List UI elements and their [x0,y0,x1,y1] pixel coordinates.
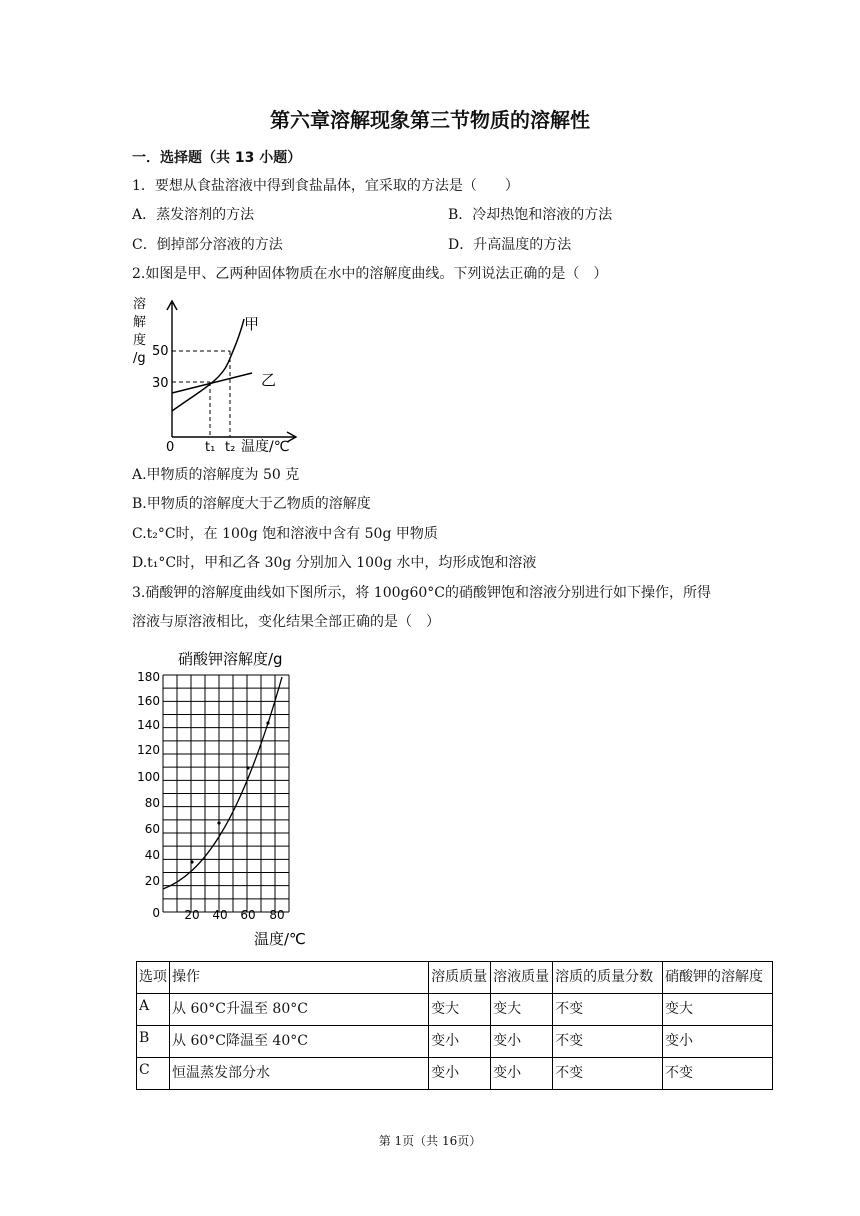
q1-option-c: C．倒掉部分溶液的方法 [132,237,283,253]
table-cell: 变小 [429,1058,491,1090]
fig1-ylabel-1: 溶 [133,297,147,312]
q1-stem: 1．要想从食盐溶液中得到食盐晶体，宜采取的方法是（ ） [132,178,519,194]
fig2-xtick-40: 40 [212,908,228,922]
fig2-ytick-180: 180 [137,670,160,684]
q1-option-a: A．蒸发溶剂的方法 [132,207,255,223]
fig1-ylabel-3: 度 [133,333,147,348]
table-row [137,1026,773,1058]
table-cell: 变小 [663,1026,773,1058]
q1-option-b: B．冷却热饱和溶液的方法 [448,207,613,223]
fig2-xtick-80: 80 [269,908,285,922]
section-heading: 一．选择题（共 13 小题） [132,150,302,166]
fig2-point-60 [246,766,249,769]
fig2-ytick-60: 60 [144,822,160,836]
fig2-point-40 [217,821,220,824]
table-cell: B [137,1026,170,1058]
table-cell: 变小 [491,1058,553,1090]
q2-option-c: C.t₂°C时，在 100g 饱和溶液中含有 50g 甲物质 [132,526,438,542]
q3-stem-line2: 溶液与原溶液相比，变化结果全部正确的是（ ） [132,614,440,630]
fig1-xtick-t1: t₁ [205,440,216,455]
table-cell: 不变 [553,1058,663,1090]
fig2-xtick-20: 20 [184,908,200,922]
header-cell: 溶质质量 [429,962,491,994]
fig1-xtick-t2: t₂ [225,440,236,455]
q1-option-d: D．升高温度的方法 [448,237,572,253]
fig2-ytick-140: 140 [137,718,160,732]
fig2-ytick-160: 160 [137,694,160,708]
q2-option-a: A.甲物质的溶解度为 50 克 [132,467,300,483]
fig2-title: 硝酸钾溶解度/g [178,650,283,668]
table-header-row [137,962,773,994]
table-cell: 从 60°C升温至 80°C [170,994,429,1026]
table-cell: C [137,1058,170,1090]
table-row [137,1058,773,1090]
fig2-ytick-0: 0 [152,906,160,920]
page-title: 第六章溶解现象第三节物质的溶解性 [270,108,590,132]
fig1-label-yi: 乙 [261,371,277,389]
options-table [136,961,773,1090]
fig2-xlabel: 温度/℃ [254,930,306,948]
page-footer: 第 1页（共 16页） [378,1134,482,1148]
fig1-xlabel: 温度/℃ [241,439,290,455]
q3-stem-line1: 3.硝酸钾的溶解度曲线如下图所示，将 100g60°C的硝酸钾饱和溶液分别进行如下操作，所得 [132,585,712,601]
kno3-solubility-curve [163,677,282,889]
q2-stem: 2.如图是甲、乙两种固体物质在水中的溶解度曲线。下列说法正确的是（ ） [132,266,608,282]
table-cell: 变小 [491,1026,553,1058]
fig1-ytick-30: 30 [152,376,169,391]
curve-jia [172,319,244,411]
fig2-point-70 [266,721,269,724]
table-cell: 不变 [553,994,663,1026]
fig1-ylabel-2: 解 [133,315,147,330]
table-cell: 变大 [663,994,773,1026]
table-cell: 变大 [491,994,553,1026]
header-cell: 选项 [137,962,170,994]
fig2-ytick-20: 20 [144,874,160,888]
fig2-xtick-60: 60 [240,908,256,922]
table-cell: A [137,994,170,1026]
fig2-ytick-100: 100 [137,770,160,784]
curve-yi [172,373,252,393]
solubility-figure-2 [130,645,320,950]
header-cell: 硝酸钾的溶解度 [663,962,773,994]
table-cell: 变小 [429,1026,491,1058]
header-cell: 溶液质量 [491,962,553,994]
fig2-ytick-40: 40 [144,848,160,862]
table-cell: 不变 [663,1058,773,1090]
table-cell: 不变 [553,1026,663,1058]
fig2-point-20 [190,860,193,863]
q2-option-b: B.甲物质的溶解度大于乙物质的溶解度 [132,496,371,512]
table-row [137,994,773,1026]
fig2-ytick-80: 80 [144,796,160,810]
table-cell: 从 60°C降温至 40°C [170,1026,429,1058]
fig2-ytick-120: 120 [137,743,160,757]
fig1-ylabel-4: /g [133,351,146,366]
table-cell: 变大 [429,994,491,1026]
q2-option-d: D.t₁°C时，甲和乙各 30g 分别加入 100g 水中，均形成饱和溶液 [132,555,537,571]
fig1-ytick-50: 50 [152,344,169,359]
header-cell: 操作 [170,962,429,994]
header-cell: 溶质的质量分数 [553,962,663,994]
solubility-figure-1 [130,293,305,458]
fig1-xtick-0: 0 [166,440,175,455]
fig1-label-jia: 甲 [244,315,260,333]
table-cell: 恒温蒸发部分水 [170,1058,429,1090]
